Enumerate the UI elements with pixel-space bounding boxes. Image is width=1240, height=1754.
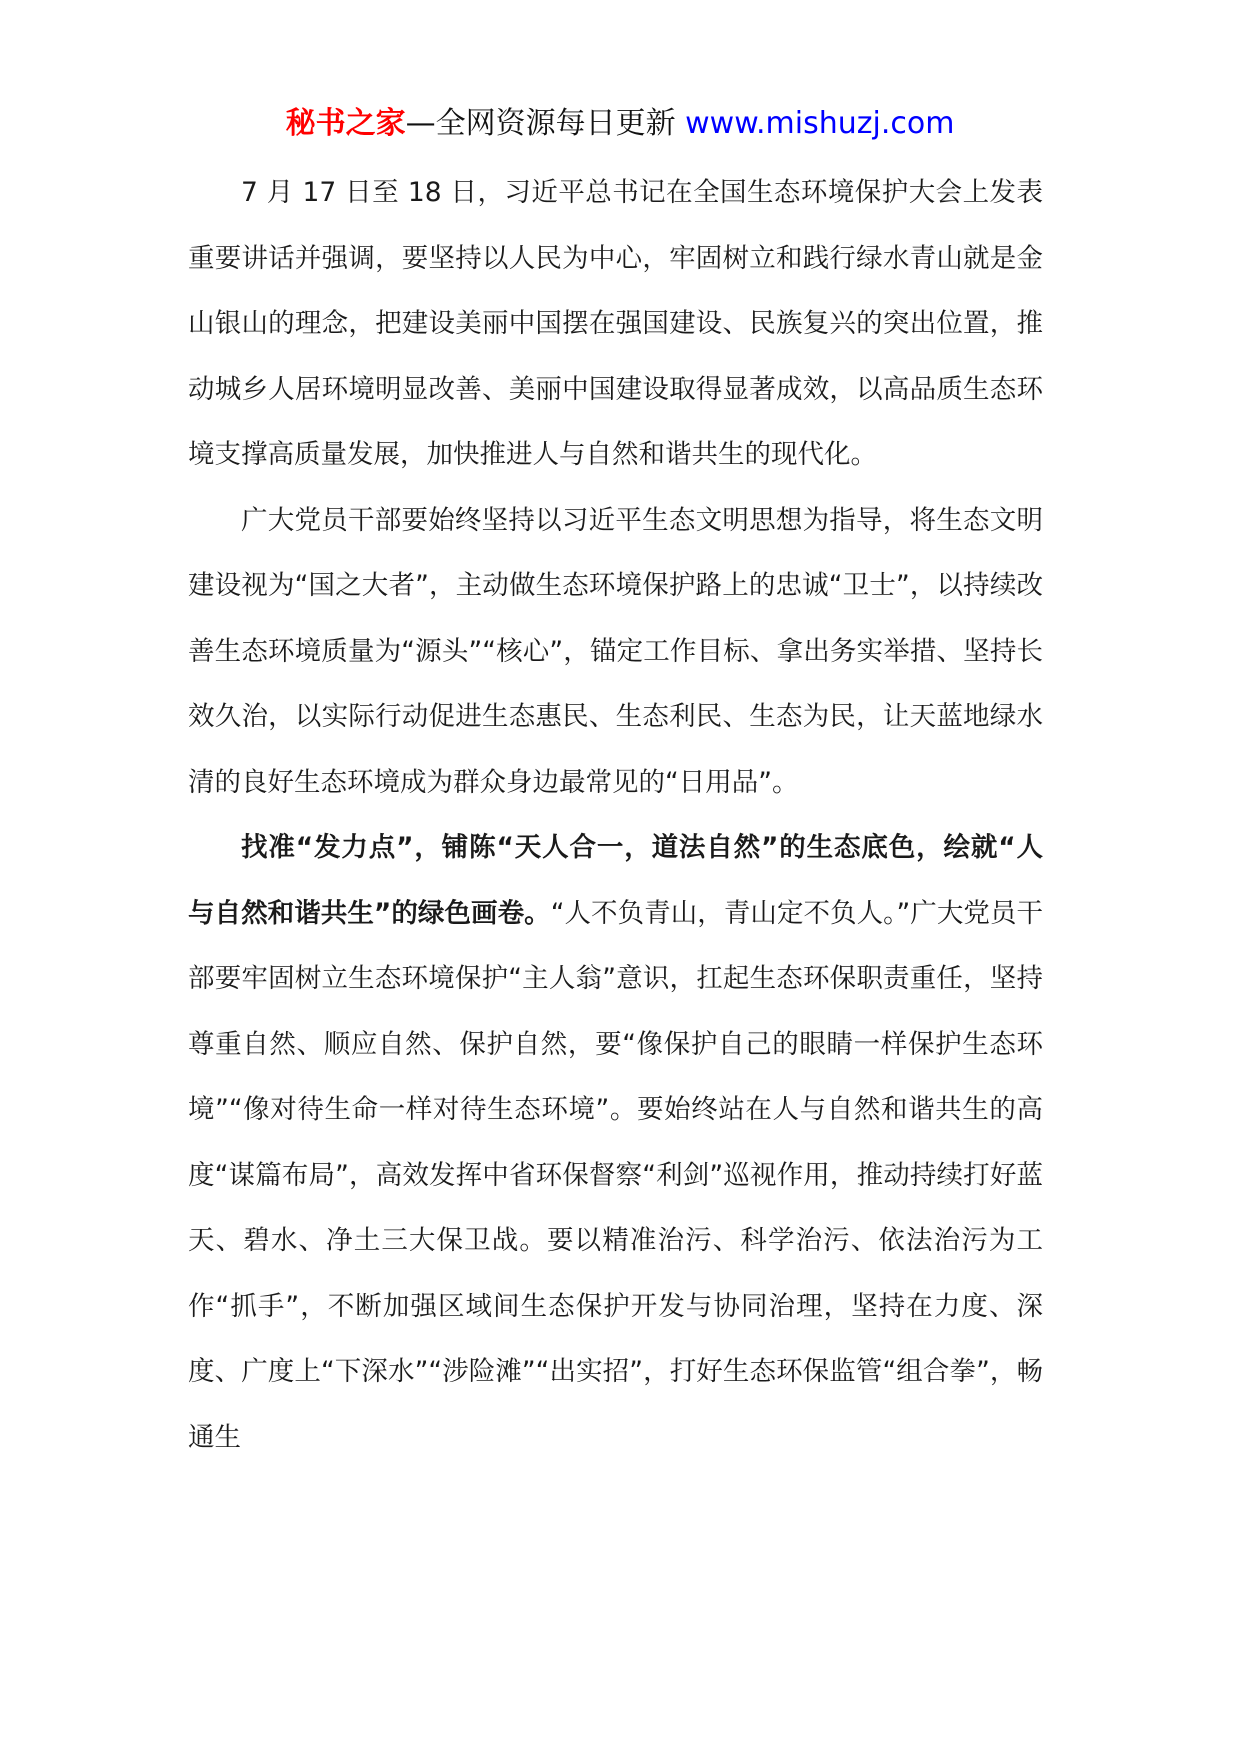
- paragraph-1: 7 月 17 日至 18 日，习近平总书记在全国生态环境保护大会上发表重要讲话并强调，要坚持以人民为中心，牢固树立和践行绿水青山就是金山银山的理念，把建设美丽中国摆在强国建设、民族复兴的突出位置，推动城乡人居环境明显改善、美丽中国建设取得显著成效，以高品质生态环境支撑高质量发展，加快推进人与自然和谐共生的现代化。: [188, 177, 1043, 470]
- section-body: “人不负青山，青山定不负人。”广大党员干部要牢固树立生态环境保护“主人翁”意识，扛起生态环保职责重任，坚持尊重自然、顺应自然、保护自然，要“像保护自己的眼睛一样保护生态环境”“像对待生命一样对待生态环境”。要始终站在人与自然和谐共生的高度“谋篇布局”，高效发挥中省环保督察“利剑”巡视作用，推动持续打好蓝天、碧水、净土三大保卫战。要以精准治污、科学治污、依法治污为工作“抓手”，不断加强区域间生态保护开发与协同治理，坚持在力度、深度、广度上“下深水”“涉险滩”“出实招”，打好生态环保监管“组合拳”，畅通生: [188, 897, 1043, 1453]
- site-url-link[interactable]: www.mishuzj.com: [685, 106, 955, 141]
- site-header: [0, 98, 1240, 150]
- section-heading: 找准“发力点”，铺陈“天人合一，道法自然”的生态底色，绘就“人与自然和谐共生”的绿色画卷。: [188, 832, 1043, 929]
- brand-name: 秘书之家: [285, 106, 406, 141]
- paragraph-2: 广大党员干部要始终坚持以习近平生态文明思想为指导，将生态文明建设视为“国之大者”，主动做生态环境保护路上的忠诚“卫士”，以持续改善生态环境质量为“源头”“核心”，锚定工作目标、拿出务实举措、坚持长效久治，以实际行动促进生态惠民、生态利民、生态为民，让天蓝地绿水清的良好生态环境成为群众身边最常见的“日用品”。: [188, 504, 1043, 798]
- paragraph-3: [188, 815, 1043, 1470]
- header-slogan: —全网资源每日更新: [405, 106, 686, 141]
- article-body: [188, 160, 1043, 1470]
